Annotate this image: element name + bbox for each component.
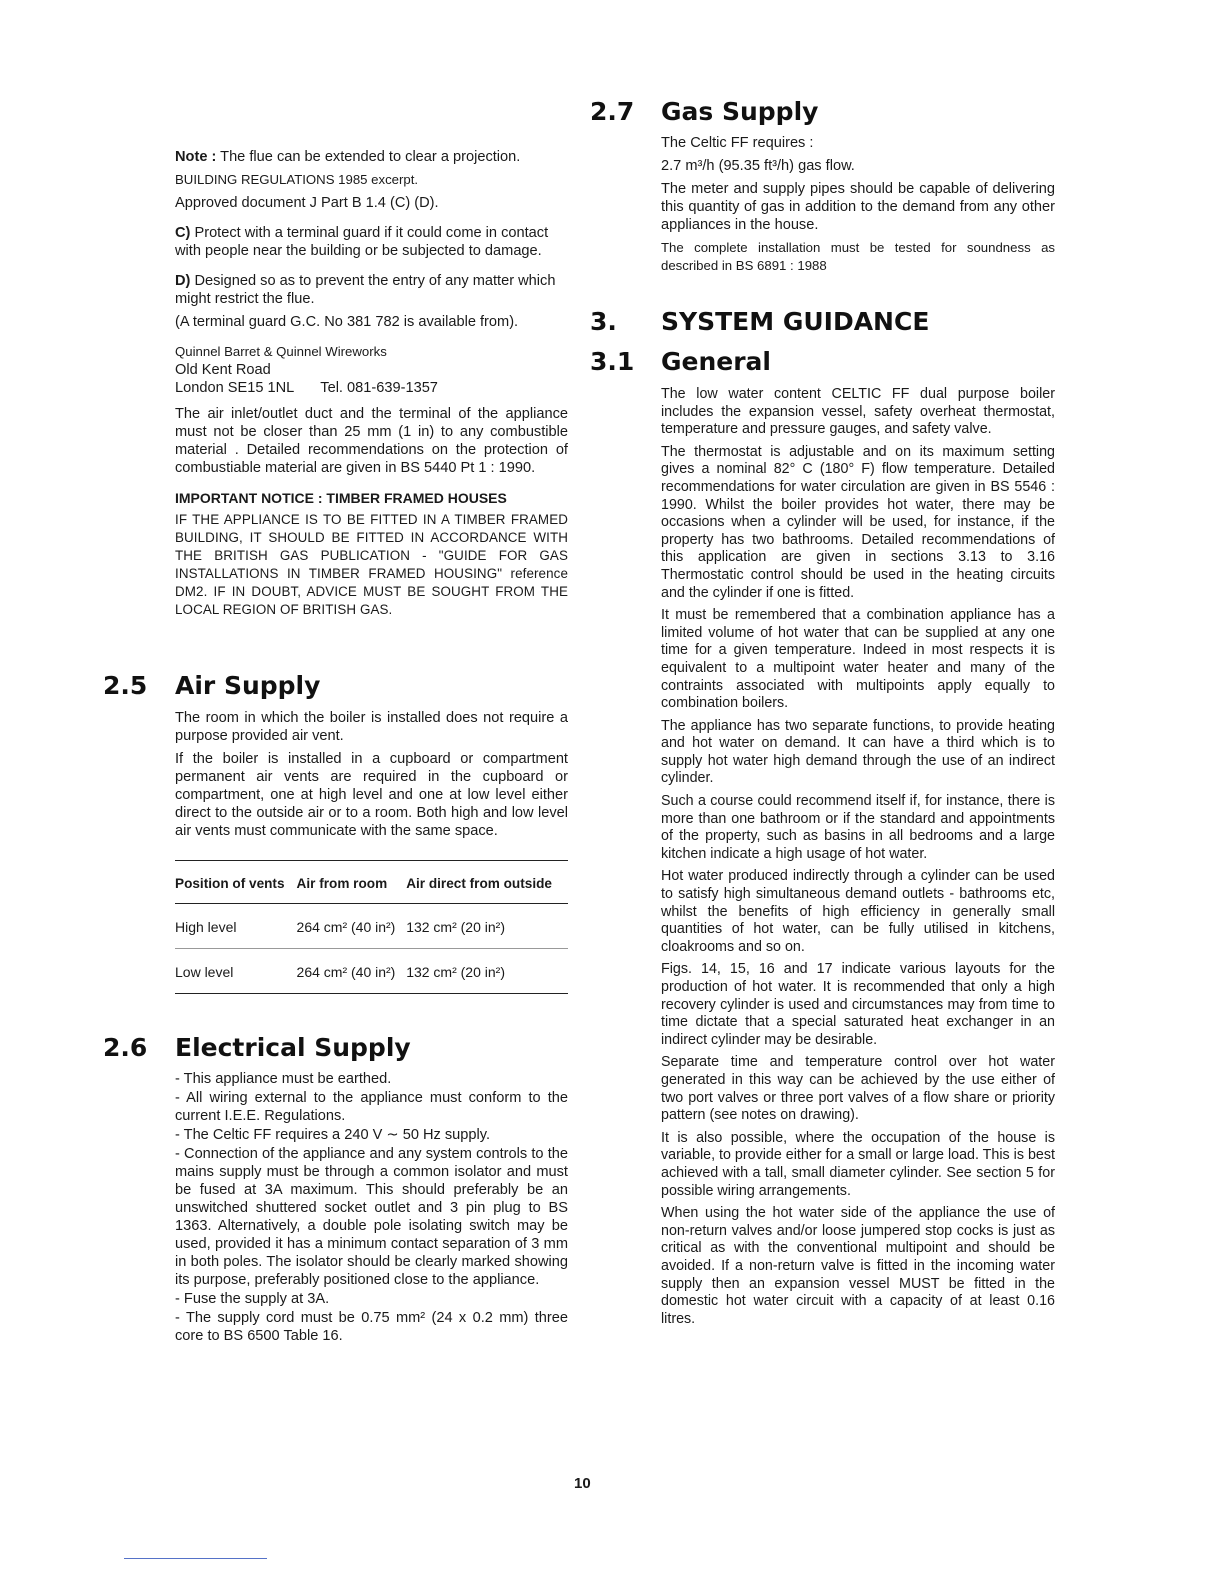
list-item: - The supply cord must be 0.75 mm² (24 x 0.2 mm) three core to BS 6500 Table 16. — [175, 1310, 568, 1344]
notice-text: IF THE APPLIANCE IS TO BE FITTED IN A TIMBER FRAMED BUILDING, IT SHOULD BE FITTED IN ACCORDANCE WITH THE BRITISH GAS PUBLICATION - "GUIDE FOR GAS INSTALLATIONS IN TIMBER FRAMED HOUSING" reference DM2. IF IN DOUBT, ADVICE MUST BE SOUGHT FROM THE LOCAL REGION OF BRITISH GAS. — [175, 512, 568, 617]
general-paragraph: The thermostat is adjustable and on its maximum setting gives a nominal 82° C (180° F) flow temperature. Detailed recommendations for water circulation are given in BS 5546 : 1990. Whilst the boiler provides hot water, there may be occasions when a cylinder will be used, for instance, if the property has two bathrooms. Detailed recommendations of this application are given in sections 3.13 to 3.16 Thermostatic control should be used in the heating circuits and the cylinder if one is fitted. — [661, 443, 1055, 601]
gas-supply-p4: The complete installation must be tested for soundness as described in BS 6891 : 1988 — [661, 240, 1055, 273]
supplier-address — [175, 343, 568, 397]
clause-c-text: Protect with a terminal guard if it could come in contact with people near the building or be subjected to damage. — [175, 225, 549, 259]
vents-header-position: Position of vents — [175, 861, 297, 904]
clause-d-text: Designed so as to prevent the entry of any matter which might restrict the flue. — [175, 273, 556, 307]
vents-cell: 132 cm² (20 in²) — [406, 904, 568, 949]
notice-title: IMPORTANT NOTICE : TIMBER FRAMED HOUSES — [175, 490, 507, 506]
vents-table — [175, 860, 568, 994]
terminal-guard-note: (A terminal guard G.C. No 381 782 is available from). — [175, 314, 519, 330]
general-paragraph: It must be remembered that a combination appliance has a limited volume of hot water that can be supplied at any one time for a given temperature. Indeed in most respects it is equivalent to a multipoint water heater and many of the contraints associated with multipoints apply equally to combination boilers. — [661, 607, 1055, 712]
vents-header-outside: Air direct from outside — [406, 861, 568, 904]
table-row — [175, 904, 568, 949]
list-item: - This appliance must be earthed. — [175, 1071, 392, 1087]
section-3-title: SYSTEM GUIDANCE — [661, 307, 930, 336]
building-regulations: BUILDING REGULATIONS 1985 excerpt. — [175, 172, 419, 187]
approved-document: Approved document J Part B 1.4 (C) (D). — [175, 195, 439, 211]
vents-cell: 264 cm² (40 in²) — [297, 904, 407, 949]
general-paragraph: It is also possible, where the occupation of the house is variable, to provide either for a small or large load. This is best achieved with a tall, small diameter cylinder. See section 5 for possible wiring arrangements. — [661, 1129, 1055, 1199]
general-paragraph: Figs. 14, 15, 16 and 17 indicate various layouts for the production of hot water. It is recommended that only a high recovery cylinder is used and circumstances may from time to time dictate that a special saturated heat exchanger in an indirect cylinder may be desirable. — [661, 961, 1055, 1048]
vents-cell: Low level — [175, 949, 297, 994]
gas-supply-p3: The meter and supply pipes should be capable of delivering this quantity of gas in addition to the demand from any other appliances in the house. — [661, 181, 1055, 233]
left-column-intro — [175, 148, 568, 624]
clause-c-label: C) — [175, 225, 191, 241]
list-item: - Connection of the appliance and any system controls to the mains supply must be through a common isolator and must be fused at 3A maximum. This should preferably be an unswitched shuttered socket outlet and 3 pin plug to BS 1363. Alternatively, a double pole isolating switch may be used, provided it has a minimum contact separation of 3 mm in both poles. The isolator should be clearly marked showing its purpose, preferably positioned close to the appliance. — [175, 1146, 568, 1288]
list-item: - Fuse the supply at 3A. — [175, 1291, 330, 1307]
list-item: - The Celtic FF requires a 240 V ∼ 50 Hz supply. — [175, 1127, 491, 1143]
vents-cell: 132 cm² (20 in²) — [406, 949, 568, 994]
clause-d-label: D) — [175, 273, 191, 289]
section-2-6-title: Electrical Supply — [175, 1033, 411, 1062]
gas-supply-p1: The Celtic FF requires : — [661, 135, 814, 151]
general-paragraph: Such a course could recommend itself if, for instance, there is more than one bathroom or if the standard and appointments of the property, such as basins in all bedrooms and a large kitchen indicate a high usage of hot water. — [661, 793, 1055, 862]
telephone: Tel. 081-639-1357 — [320, 380, 438, 396]
address-line-2: Old Kent Road — [175, 362, 271, 378]
air-supply-p1: The room in which the boiler is installed does not require a purpose provided air vent. — [175, 710, 568, 744]
section-2-7-title: Gas Supply — [661, 97, 819, 126]
vents-cell: High level — [175, 904, 297, 949]
duct-clearance-text: The air inlet/outlet duct and the terminal of the appliance must not be closer than 25 mm (1 in) to any combustible material . Detailed recommendations on the protection of combustiable material are given in BS 5440 Pt 1 : 1990. — [175, 406, 568, 476]
electrical-supply-list — [175, 1070, 568, 1346]
section-3-1-title: General — [661, 347, 771, 376]
gas-supply-p2: 2.7 m³/h (95.35 ft³/h) gas flow. — [661, 158, 855, 174]
address-line-3 — [175, 379, 568, 397]
note-text: The flue can be extended to clear a projection. — [220, 149, 521, 165]
section-2-5-title: Air Supply — [175, 671, 321, 700]
section-3-number: 3. — [590, 307, 617, 336]
vents-table-header — [175, 861, 568, 904]
list-item: - All wiring external to the appliance must conform to the current I.E.E. Regulations. — [175, 1090, 568, 1124]
vents-header-room: Air from room — [297, 861, 407, 904]
section-2-5-number: 2.5 — [103, 671, 148, 700]
page-number: 10 — [574, 1475, 591, 1492]
air-supply-p2: If the boiler is installed in a cupboard or compartment permanent air vents are required in the cupboard or compartment, one at high level and one at low level either direct to the outside air or to a room. Both high and low level air vents must communicate with the same space. — [175, 751, 568, 839]
note-label: Note : — [175, 149, 217, 165]
general-body — [661, 386, 1055, 1333]
section-2-6-number: 2.6 — [103, 1033, 148, 1062]
section-2-7-number: 2.7 — [590, 97, 635, 126]
section-3-1-number: 3.1 — [590, 347, 635, 376]
address-city: London SE15 1NL — [175, 380, 295, 396]
clause-d — [175, 272, 568, 308]
clause-c — [175, 224, 568, 260]
general-paragraph: Separate time and temperature control over hot water generated in this way can be achieved by the use either of two port valves or three port valves of a flow share or priority pattern (see notes on drawing). — [661, 1054, 1055, 1124]
general-paragraph: The low water content CELTIC FF dual purpose boiler includes the expansion vessel, safety overheat thermostat, temperature and pressure gauges, and safety valve. — [661, 386, 1055, 438]
table-row — [175, 949, 568, 994]
flue-note — [175, 148, 568, 166]
address-line-1: Quinnel Barret & Quinnel Wireworks — [175, 344, 387, 359]
general-paragraph: The appliance has two separate functions, to provide heating and hot water on demand. It can have a third which is to supply hot water high demand through the use of an indirect cylinder. — [661, 717, 1055, 787]
vents-cell: 264 cm² (40 in²) — [297, 949, 407, 994]
footer-rule — [124, 1558, 267, 1559]
general-paragraph: Hot water produced indirectly through a cylinder can be used to satisfy high simultaneous demand outlets - bathrooms etc, whilst the benefits of high efficiency in generally small quantities of hot water, can be fully utilised in kitchens, cloakrooms and so on. — [661, 868, 1055, 955]
air-supply-body — [175, 709, 568, 994]
gas-supply-body — [661, 134, 1055, 280]
general-paragraph: When using the hot water side of the appliance the use of non-return valves and/or loose jumpered stop cocks is just as critical as with the conventional multipoint and should be avoided. If a non-return valve is fitted in the incoming water supply then an expansion vessel MUST be fitted in the domestic hot water circuit with a capacity of at least 0.16 litres. — [661, 1205, 1055, 1327]
